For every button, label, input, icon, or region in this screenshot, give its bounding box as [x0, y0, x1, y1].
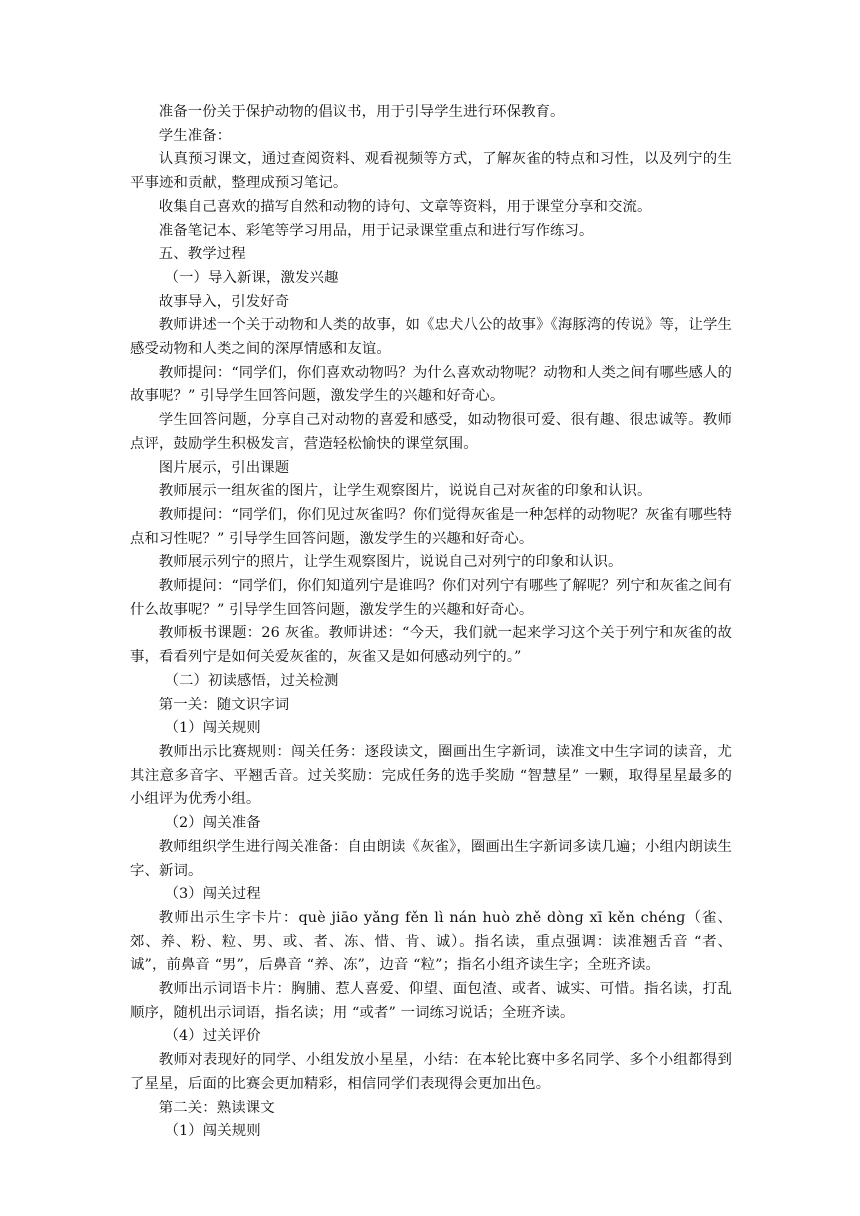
paragraph: 准备一份关于保护动物的倡议书，用于引导学生进行环保教育。	[158, 104, 565, 120]
paragraph: 第二关：熟读课文	[158, 1099, 275, 1116]
paragraph: 教师提问：“同学们，你们知道列宁是谁吗？你们对列宁有哪些了解呢？列宁和灰雀之间有什么故事呢？” 引导学生回答问题，激发学生的兴趣和好奇心。	[130, 578, 732, 618]
paragraph: 学生准备：	[158, 127, 232, 144]
paragraph: 教师出示比赛规则：闯关任务：逐段读文，圈画出生字新词，读准文中生字词的读音，尤其注意多音字、平翘舌音。过关奖励：完成任务的选手奖励 “智慧星” 一颗，取得星星最多的小组评为优秀小组。	[130, 743, 732, 808]
paragraph: （4）过关评价	[164, 1028, 261, 1045]
paragraph: 教师提问：“同学们，你们见过灰雀吗？你们觉得灰雀是一种怎样的动物呢？灰雀有哪些特点和习性呢？” 引导学生回答问题，激发学生的兴趣和好奇心。	[130, 506, 732, 547]
paragraph: 教师讲述一个关于动物和人类的故事，如《忠犬八公的故事》《海豚湾的传说》等，让学生感受动物和人类之间的深厚情感和友谊。	[130, 317, 732, 358]
paragraph: 五、教学过程	[158, 246, 246, 263]
paragraph: 教师板书课题：26 灰雀。教师讲述：“今天，我们就一起来学习这个关于列宁和灰雀的故事，看看列宁是如何关爱灰雀的，灰雀又是如何感动列宁的。”	[130, 625, 732, 666]
paragraph: （3）闯关过程	[164, 886, 261, 903]
paragraph: 教师组织学生进行闯关准备：自由朗读《灰雀》，圈画出生字新词多读几遍；小组内朗读生字、新词。	[130, 838, 732, 879]
paragraph: 图片展示，引出课题	[158, 459, 290, 476]
paragraph: 认真预习课文，通过查阅资料、观看视频等方式，了解灰雀的特点和习性，以及列宁的生平事迹和贡献，整理成预习笔记。	[130, 151, 732, 192]
paragraph: 教师展示列宁的照片，让学生观察图片，说说自己对列宁的印象和认识。	[158, 554, 623, 571]
paragraph: （1）闯关规则	[164, 720, 261, 737]
paragraph: 学生回答问题，分享自己对动物的喜爱和感受，如动物很可爱、很有趣、很忠诚等。教师点评，鼓励学生积极发言，营造轻松愉快的课堂氛围。	[130, 412, 732, 452]
paragraph: 教师对表现好的同学、小组发放小星星，小结：在本轮比赛中多名同学、多个小组都得到了星星，后面的比赛会更加精彩，相信同学们表现得会更加出色。	[130, 1052, 732, 1092]
paragraph: 教师提问：“同学们，你们喜欢动物吗？为什么喜欢动物呢？动物和人类之间有哪些感人的故事呢？” 引导学生回答问题，激发学生的兴趣和好奇心。	[130, 364, 732, 405]
paragraph: 教师出示生字卡片：què jiāo yǎnɡ fěn lì nán huò zhě dònɡ xī kěn chénɡ（雀、郊、养、粉、粒、男、或、者、冻、惜、肯、诚）。指名读，重点强调：读准翘舌音 “者、诚”，前鼻音 “男”，后鼻音 “养、冻”，边音 “粒”；指名小组齐读生字；全班齐读。	[130, 909, 732, 974]
paragraph: 准备笔记本、彩笔等学习用品，用于记录课堂重点和进行写作练习。	[158, 222, 594, 239]
paragraph: 教师出示词语卡片：胸脯、惹人喜爱、仰望、面包渣、或者、诚实、可惜。指名读，打乱顺序，随机出示词语，指名读；用 “或者” 一词练习说话；全班齐读。	[130, 981, 732, 1021]
paragraph: 故事导入，引发好奇	[158, 293, 290, 310]
paragraph: 收集自己喜欢的描写自然和动物的诗句、文章等资料，用于课堂分享和交流。	[158, 198, 652, 215]
paragraph: 教师展示一组灰雀的图片，让学生观察图片，说说自己对灰雀的印象和认识。	[158, 483, 652, 500]
paragraph: （2）闯关准备	[164, 815, 261, 832]
paragraph: （1）闯关规则	[164, 1123, 261, 1140]
paragraph: （一）导入新课，激发兴趣	[164, 269, 339, 286]
paragraph: （二）初读感悟，过关检测	[164, 672, 339, 689]
document-body	[130, 101, 732, 1144]
paragraph: 第一关：随文识字词	[158, 696, 290, 713]
